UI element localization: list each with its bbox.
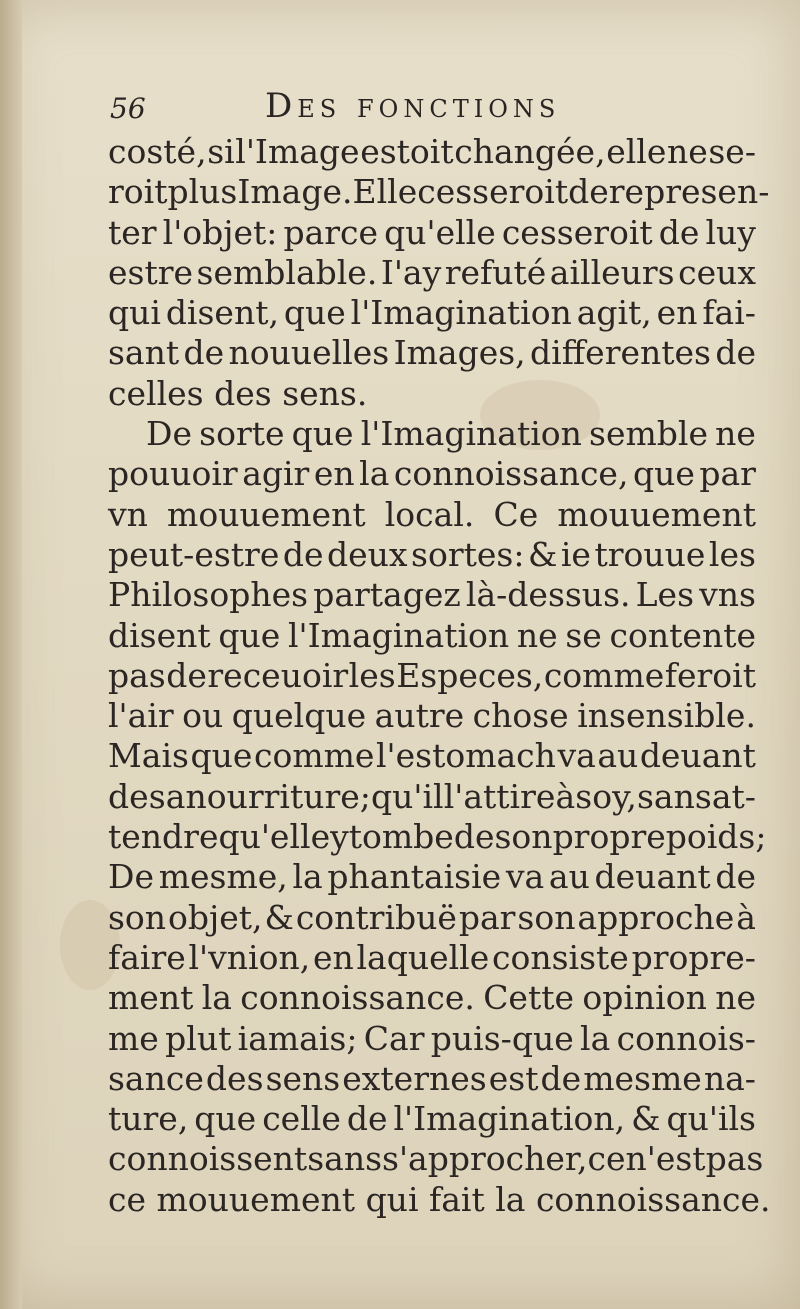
word: qu'elle — [218, 817, 331, 857]
word: l'objet: — [162, 212, 278, 252]
word: & — [631, 1099, 661, 1139]
word: Especes, — [396, 655, 544, 695]
word: ne — [715, 978, 756, 1018]
word: des — [205, 1058, 264, 1098]
word: connoissance. — [240, 978, 475, 1018]
word: à — [555, 776, 576, 816]
word: Mais — [108, 736, 189, 776]
word: sortes: — [411, 534, 525, 574]
word: soy, — [575, 776, 637, 816]
word: ailleurs — [549, 252, 675, 292]
word: que — [218, 615, 281, 655]
word: agit, — [576, 293, 652, 333]
word: l'estomach — [375, 736, 556, 776]
word: plus — [167, 172, 238, 212]
text-line — [108, 656, 756, 696]
word: la — [495, 1179, 526, 1219]
text-line — [108, 978, 756, 1018]
running-title: Des fonctions — [265, 86, 561, 126]
word: contente — [609, 615, 756, 655]
word: par — [458, 897, 516, 937]
word: ne — [666, 132, 708, 171]
word: changée, — [454, 132, 606, 171]
word: me — [108, 1018, 159, 1058]
word: si — [207, 132, 235, 171]
word: l'Imagination — [288, 615, 510, 655]
word: de — [715, 333, 756, 373]
word: costé, — [108, 132, 207, 171]
word: la — [292, 857, 323, 897]
text-line — [108, 817, 767, 857]
word: nourriture; — [185, 776, 371, 816]
word: en — [656, 293, 698, 333]
word: at- — [711, 776, 756, 816]
word: autre — [374, 696, 465, 736]
word: l'Imagination, — [393, 1099, 626, 1139]
word: externes — [342, 1058, 487, 1098]
word: ceux — [678, 252, 756, 292]
word: mouuement — [167, 494, 366, 534]
word: insensible. — [577, 696, 756, 736]
word: Philosophes — [108, 575, 309, 615]
word: que — [190, 736, 253, 776]
text-line — [108, 253, 756, 293]
text-line — [108, 535, 756, 575]
word: comme — [543, 655, 665, 695]
word: se — [565, 615, 602, 655]
word: s'approcher, — [382, 1139, 588, 1179]
word: quelque — [231, 696, 367, 736]
word: qu'il — [371, 776, 444, 816]
word: trouue — [594, 534, 706, 574]
word: de — [282, 534, 324, 574]
word: feroit — [664, 655, 756, 695]
word: ie — [560, 534, 591, 574]
text-line — [108, 1139, 764, 1179]
word: chose — [472, 696, 569, 736]
word: luy — [705, 212, 756, 252]
word: que — [283, 293, 346, 333]
word: les — [708, 534, 756, 574]
word: Image. — [237, 172, 353, 212]
word: refuté — [444, 252, 547, 292]
word: ou — [182, 696, 224, 736]
word: cesseroit — [501, 212, 653, 252]
word: mouuement — [156, 1179, 356, 1219]
word: l'Image — [235, 132, 360, 171]
text-line — [108, 132, 756, 172]
word: par — [699, 454, 756, 494]
word: ter — [108, 212, 157, 252]
word: disent — [108, 615, 211, 655]
word: à — [736, 897, 756, 937]
word: de — [166, 655, 207, 695]
word: De — [146, 414, 192, 454]
word: deuant — [639, 736, 756, 776]
word: sorte — [199, 414, 285, 454]
word: vn — [108, 494, 148, 534]
text-line — [108, 898, 756, 938]
word: Ce — [493, 494, 539, 534]
word: Car — [363, 1018, 425, 1058]
word: approche — [577, 897, 735, 937]
word: de — [568, 172, 609, 212]
word: local. — [384, 494, 475, 534]
word: roit — [108, 172, 168, 212]
word: poids; — [665, 817, 767, 857]
word: represen- — [608, 172, 770, 212]
word: les — [348, 655, 396, 695]
word: faire — [108, 937, 186, 977]
page-gutter — [0, 0, 22, 1309]
word: receuoir — [207, 655, 349, 695]
word: objet, — [168, 897, 263, 937]
word: semblable. — [196, 252, 378, 292]
word: semble — [589, 414, 708, 454]
word: sans — [636, 776, 712, 816]
word: & — [264, 897, 294, 937]
word: que — [632, 454, 695, 494]
word: estre — [108, 252, 194, 292]
text-line — [108, 374, 756, 414]
text-line — [108, 213, 756, 253]
word: Cette — [483, 978, 575, 1018]
text-line — [108, 454, 756, 494]
word: iamais; — [237, 1018, 358, 1058]
word: l'Imagination — [360, 414, 582, 454]
word: estoit — [360, 132, 454, 171]
word: tombe — [348, 817, 454, 857]
word: nouuelles — [228, 333, 390, 373]
word: deux — [327, 534, 408, 574]
body-text — [108, 132, 771, 1220]
word: va — [557, 736, 596, 776]
word: parce — [283, 212, 379, 252]
text-line — [108, 1059, 756, 1099]
word: qui — [365, 1179, 419, 1219]
word: & — [527, 534, 558, 574]
word: va — [505, 857, 545, 897]
word: fait — [429, 1179, 485, 1219]
text-line — [108, 1019, 756, 1059]
word: en — [313, 454, 355, 494]
text-line — [108, 414, 756, 454]
word: propre- — [631, 937, 756, 977]
word: agir — [242, 454, 310, 494]
word: son — [517, 897, 576, 937]
word: deuant — [594, 857, 711, 897]
word: la — [359, 454, 390, 494]
word: sance — [108, 1058, 204, 1098]
word: de — [540, 1058, 582, 1098]
word: sens — [265, 1058, 341, 1098]
word: comme — [253, 736, 375, 776]
word: est — [488, 1058, 539, 1098]
word: ce — [587, 1139, 626, 1179]
word: plut — [165, 1018, 232, 1058]
word: ce — [108, 1179, 147, 1219]
word: l'attire — [443, 776, 556, 816]
word: laquelle — [356, 937, 490, 977]
word: puis-que — [430, 1018, 574, 1058]
text-line — [108, 575, 756, 615]
word: qu'elle — [384, 212, 496, 252]
word: ture, — [108, 1099, 189, 1139]
word: celles — [108, 373, 204, 413]
word: ne — [516, 615, 558, 655]
word: sans — [307, 1139, 383, 1179]
word: fai- — [702, 293, 756, 333]
word: disent, — [165, 293, 279, 333]
word: l'Imagination — [350, 293, 572, 333]
word: connois- — [616, 1018, 756, 1058]
word: pouuoir — [108, 454, 238, 494]
word: I'ay — [380, 252, 442, 292]
word: Les — [635, 575, 695, 615]
word: là-dessus. — [465, 575, 631, 615]
word: contribuë — [295, 897, 457, 937]
word: mesme, — [158, 857, 288, 897]
word: de — [658, 212, 700, 252]
word: de — [108, 776, 149, 816]
word: la — [580, 1018, 611, 1058]
word: consiste — [492, 937, 629, 977]
text-line — [108, 333, 756, 373]
word: cesseroit — [417, 172, 569, 212]
word: sant — [108, 333, 180, 373]
word: la — [201, 978, 232, 1018]
word: Images, — [393, 333, 526, 373]
word: na- — [703, 1058, 756, 1098]
word: de — [183, 333, 225, 373]
text-line — [108, 495, 756, 535]
word: pas — [108, 655, 166, 695]
word: tendre — [108, 817, 219, 857]
word: Elle — [352, 172, 418, 212]
text-line — [108, 696, 756, 736]
word: De — [108, 857, 154, 897]
word: n'est — [625, 1139, 706, 1179]
word: se- — [708, 132, 756, 171]
word: connoissent — [108, 1139, 308, 1179]
word: de — [453, 817, 495, 857]
word: ne — [715, 414, 756, 454]
text-line — [108, 616, 756, 656]
running-header — [110, 86, 630, 132]
page-number: 56 — [110, 92, 146, 125]
word: propre — [552, 817, 666, 857]
word: l'air — [108, 696, 174, 736]
text-line — [108, 293, 756, 333]
word: connoissance. — [535, 1179, 771, 1219]
text-line — [108, 1179, 771, 1220]
word: son — [108, 897, 167, 937]
word: au — [597, 736, 639, 776]
text-line — [108, 938, 756, 978]
word: partagez — [313, 575, 461, 615]
word: qui — [108, 293, 161, 333]
word: que — [291, 414, 354, 454]
word: de — [715, 857, 756, 897]
word: pas — [705, 1139, 764, 1179]
word: que — [194, 1099, 257, 1139]
text-line — [108, 172, 770, 212]
word: au — [548, 857, 590, 897]
word: opinion — [582, 978, 707, 1018]
word: sens. — [282, 373, 368, 413]
word: vns — [699, 575, 756, 615]
text-line — [108, 736, 756, 776]
word: l'vnion, — [188, 937, 311, 977]
word: ment — [108, 978, 194, 1018]
word: differentes — [530, 333, 711, 373]
text-line — [108, 777, 756, 817]
word: phantaisie — [327, 857, 502, 897]
word: sa — [148, 776, 186, 816]
word: des — [214, 373, 272, 413]
word: celle — [262, 1099, 341, 1139]
word: peut-estre — [108, 534, 280, 574]
word: son — [494, 817, 553, 857]
word: mesme — [583, 1058, 702, 1098]
word: elle — [606, 132, 667, 171]
word: de — [346, 1099, 388, 1139]
text-line — [108, 1099, 756, 1139]
word: y — [330, 817, 349, 857]
word: en — [312, 937, 354, 977]
text-line — [108, 857, 756, 897]
word: mouuement — [557, 494, 756, 534]
word: qu'ils — [666, 1099, 756, 1139]
word: connoissance, — [393, 454, 629, 494]
